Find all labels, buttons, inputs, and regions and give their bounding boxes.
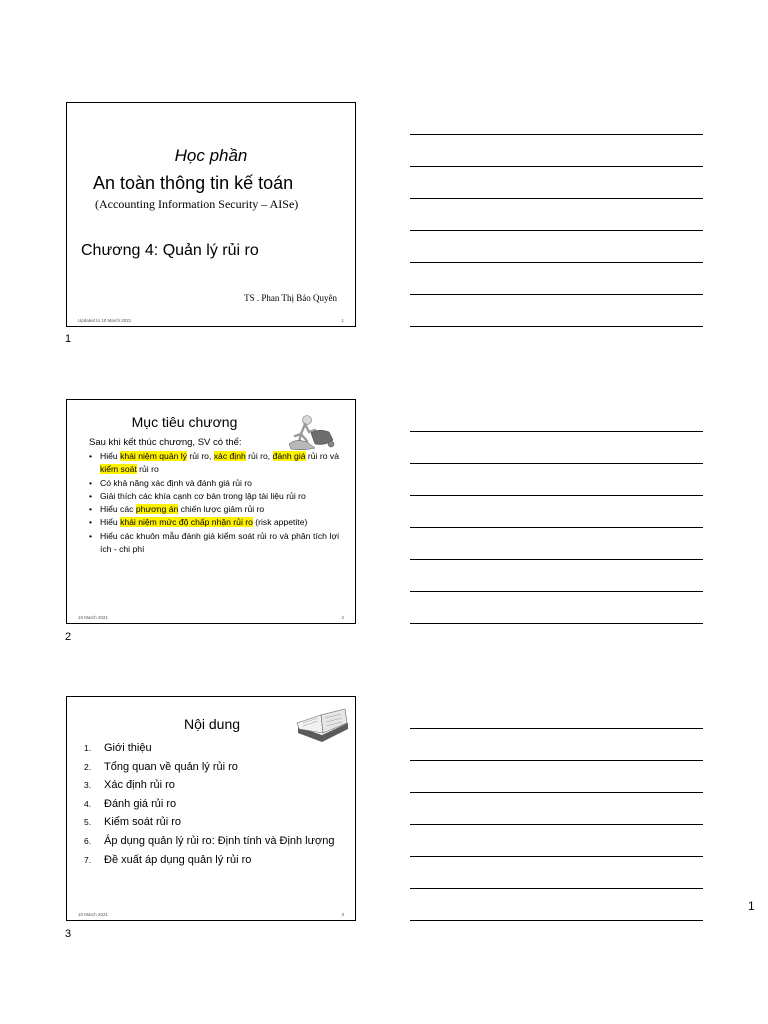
- contents-item: [84, 832, 339, 851]
- notes-line: [410, 623, 703, 624]
- slide-number: 1: [65, 333, 72, 345]
- objective-item: [89, 477, 339, 490]
- notes-line: [410, 198, 703, 199]
- highlighted-text: xác định: [213, 451, 246, 461]
- page-number: 1: [748, 899, 755, 913]
- highlighted-text: kiểm soát: [100, 464, 137, 475]
- contents-item-text: Áp dụng quản lý rủi ro: Định tính và Định lượng: [104, 834, 335, 847]
- objective-text: rủi ro và: [305, 451, 339, 461]
- notes-line: [410, 824, 703, 825]
- contents-item-number: 6.: [84, 835, 92, 846]
- slide-1: [66, 102, 356, 327]
- person-pushing-puzzle-icon: [285, 414, 337, 452]
- slide-intro: Sau khi kết thúc chương, SV có thể:: [89, 437, 242, 448]
- slide-heading: Mục tiêu chương: [131, 414, 238, 430]
- slide-footer-page: 2: [341, 615, 344, 620]
- slide-footer-date: 10 March 2021: [78, 912, 109, 917]
- slide-number: 2: [65, 631, 72, 643]
- notes-line: [410, 728, 703, 729]
- objective-text: Hiểu các khuôn mẫu đánh giá kiểm soát rủi ro và phân tích lợi ích - chi phí: [100, 530, 339, 555]
- contents-item-number: 5.: [84, 817, 92, 828]
- notes-line: [410, 792, 703, 793]
- notes-line: [410, 134, 703, 135]
- contents-item-text: Đánh giá rủi ro: [104, 797, 177, 810]
- slide-footer-date: 10 March 2021: [78, 615, 109, 620]
- notes-line: [410, 856, 703, 857]
- contents-item-text: Tổng quan về quản lý rủi ro: [104, 760, 238, 773]
- contents-item-number: 3.: [84, 780, 92, 791]
- notes-line: [410, 262, 703, 263]
- notes-line: [410, 760, 703, 761]
- author: TS . Phan Thị Bảo Quyên: [244, 293, 337, 303]
- highlighted-text: đánh giá: [272, 451, 306, 461]
- chapter-title: Chương 4: Quản lý rủi ro: [81, 242, 259, 259]
- contents-item: [84, 851, 339, 870]
- contents-item: [84, 758, 339, 777]
- course-title: An toàn thông tin kế toán: [93, 173, 294, 193]
- highlighted-text: phương án: [135, 504, 179, 515]
- slide-footer-page: 1: [341, 318, 344, 323]
- slide-2: [66, 399, 356, 624]
- notes-line: [410, 166, 703, 167]
- objective-item: [89, 490, 339, 503]
- objective-text: Hiểu: [100, 517, 121, 528]
- contents-item-number: 4.: [84, 798, 92, 809]
- objective-item: [89, 530, 339, 557]
- contents-item-number: 7.: [84, 854, 92, 865]
- objective-item: [89, 516, 339, 529]
- objective-text: chiến lược giảm rủi ro: [178, 504, 265, 515]
- contents-item: [84, 739, 339, 758]
- notes-line: [410, 294, 703, 295]
- contents-item-text: Giới thiệu: [104, 742, 152, 754]
- objectives-list: [89, 450, 339, 556]
- contents-item: [84, 813, 339, 832]
- objective-text: (risk appetite): [252, 517, 308, 528]
- notes-line: [410, 431, 703, 432]
- notes-line: [410, 888, 703, 889]
- contents-item: [84, 795, 339, 814]
- notes-line: [410, 591, 703, 592]
- notes-line: [410, 230, 703, 231]
- objective-text: Giải thích các khía cạnh cơ bản trong lập tài liệu rủi ro: [100, 490, 306, 501]
- slide-heading: Nội dung: [183, 716, 241, 732]
- slide-3: [66, 696, 356, 921]
- slide-footer-date: Updated to 10 March 2021: [78, 318, 132, 323]
- objective-text: Hiểu: [100, 451, 121, 461]
- objective-item: [89, 503, 339, 516]
- objective-text: rủi ro: [136, 464, 159, 475]
- slide-number: 3: [65, 928, 72, 940]
- objective-text: Hiểu các: [100, 504, 136, 515]
- objective-text: rủi ro,: [186, 451, 214, 461]
- contents-item-number: 1.: [84, 743, 92, 753]
- notes-line: [410, 326, 703, 327]
- notes-line: [410, 559, 703, 560]
- contents-item-text: Xác định rủi ro: [104, 779, 175, 792]
- notes-line: [410, 495, 703, 496]
- contents-item-number: 2.: [84, 761, 92, 772]
- objective-text: rủi ro,: [245, 451, 273, 461]
- objective-item: [89, 450, 339, 477]
- highlighted-text: khái niệm mức độ chấp nhận rủi ro: [120, 517, 253, 528]
- notes-line: [410, 920, 703, 921]
- notes-line: [410, 463, 703, 464]
- course-subtitle: (Accounting Information Security – AISe): [95, 197, 299, 211]
- contents-item-text: Đề xuất áp dụng quản lý rủi ro: [104, 853, 252, 866]
- slide-footer-page: 3: [341, 912, 344, 917]
- contents-item-text: Kiểm soát rủi ro: [104, 816, 182, 829]
- contents-list: [84, 739, 339, 869]
- objective-text: Có khả năng xác định và đánh giá rủi ro: [100, 477, 252, 488]
- highlighted-text: khái niệm quản lý: [120, 451, 187, 461]
- notes-line: [410, 527, 703, 528]
- course-label: Học phần: [174, 146, 248, 165]
- contents-item: [84, 776, 339, 795]
